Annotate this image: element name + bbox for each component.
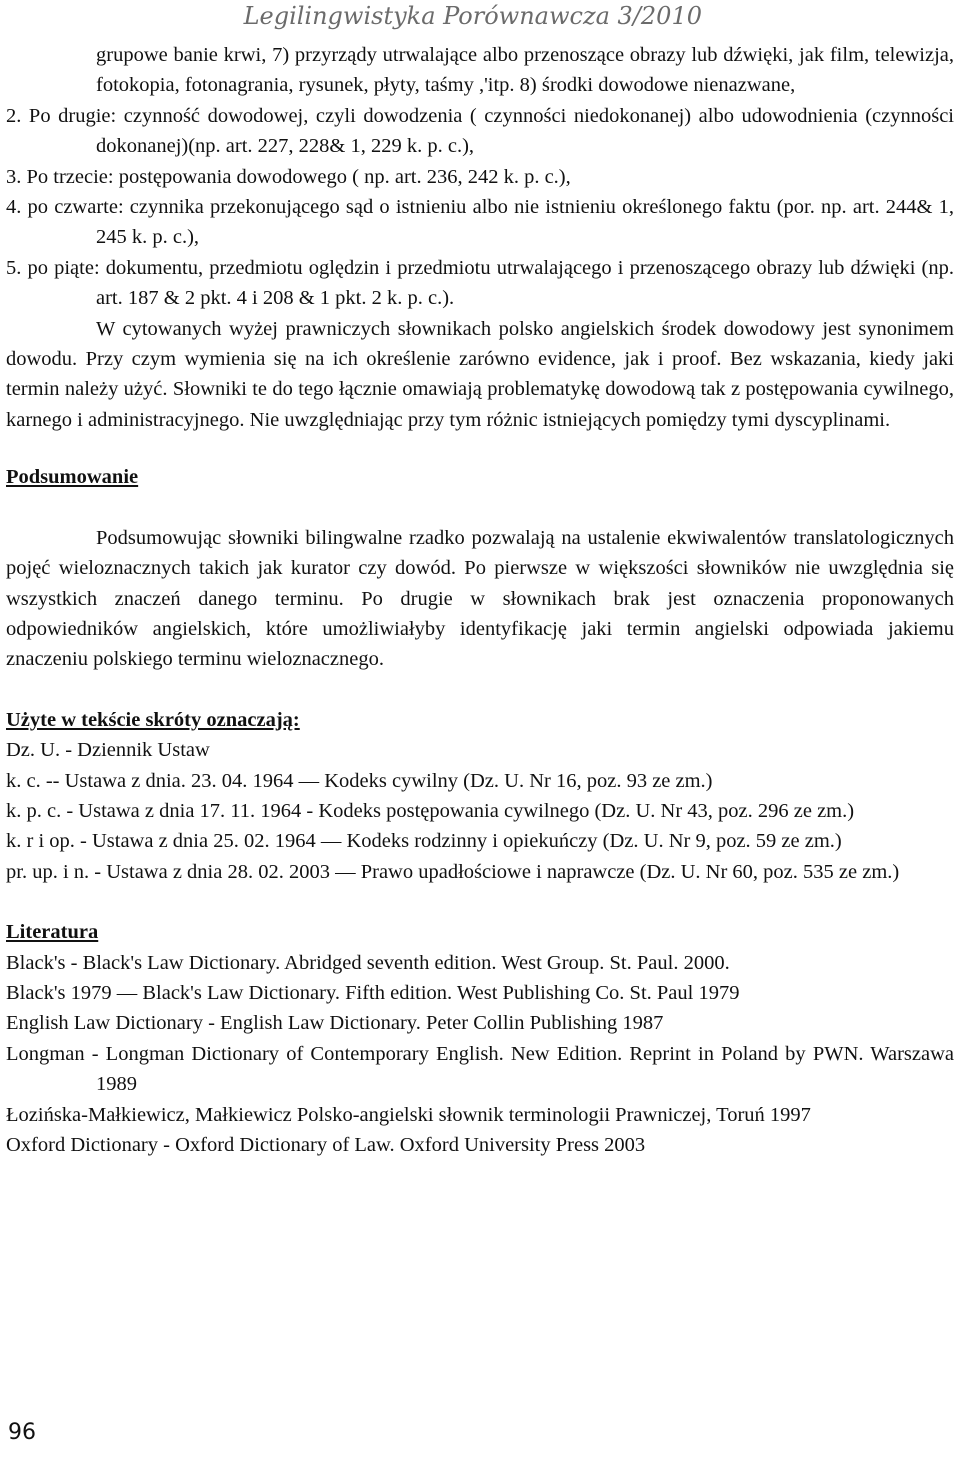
list-item-2: 2. Po drugie: czynność dowodowej, czyli dowodzenia ( czynności niedokonanej) albo udowodnienia (czynności dokonanej)(np. art. 227, 228& 1, 229 k. p. c.), [6,104,954,158]
literature-item: English Law Dictionary - English Law Dictionary. Peter Collin Publishing 1987 [6,1012,664,1035]
literature-item: Oxford Dictionary - Oxford Dictionary of Law. Oxford University Press 2003 [6,1134,646,1156]
abbreviation-item: k. p. c. - Ustawa z dnia 17. 11. 1964 - Kodeks postępowania cywilnego (Dz. U. Nr 43, poz. 296 ze zm.) [6,799,855,822]
literature-item: Longman - Longman Dictionary of Contemporary English. New Edition. Reprint in Poland by PWN. Warszawa 1989 [6,1042,954,1096]
literature-item: Black's - Black's Law Dictionary. Abridged seventh edition. West Group. St. Paul. 2000. [6,951,730,974]
list-item-3: 3. Po trzecie: postępowania dowodowego ( np. art. 236, 242 k. p. c.), [6,165,571,188]
list-item-4: 4. po czwarte: czynnika przekonującego sąd o istnieniu albo nie istnieniu określonego faktu (por. np. art. 244& 1, 245 k. p. c.), [6,196,954,249]
page-number: 96 [8,1420,36,1445]
running-header: Legilingwistyka Porównawcza 3/2010 [243,2,702,30]
list-item-5: 5. po piąte: dokumentu, przedmiotu oględzin i przedmiotu utrwalającego i przenoszącego obrazy lub dźwięki (np. art. 187 & 2 pkt. 4 i 208 & 1 pkt. 2 k. p. c.). [6,256,954,310]
page-body [6,40,954,1160]
abbreviations-list [6,735,954,887]
evidence-paragraph: W cytowanych wyżej prawniczych słownikach polsko angielskich środek dowodowy jest synonimem dowodu. Przy czym wymienia się na ich określenie zarówno evidence, jak i proof. Bez wskazania, kiedy jaki termin należy użyć. Słowniki te do tego łącznie omawiają problematykę dowodową tak z postępowania cywilnego, karnego i administracyjnego. Nie uwzględniając przy tym różnic istniejących pomiędzy tymi dyscyplinami. [6,317,954,431]
abbreviation-item: k. c. -- Ustawa z dnia. 23. 04. 1964 — Kodeks cywilny (Dz. U. Nr 16, poz. 93 ze zm.) [6,769,713,792]
summary-heading: Podsumowanie [6,466,139,489]
list-continuation: grupowe banie krwi, 7) przyrządy utrwalające albo przenoszące obrazy lub dźwięki, jak film, telewizja, fotokopia, fotonagrania, rysunek, płyty, taśmy ,'itp. 8) środki dowodowe nienazwane, [96,44,954,97]
literature-item: Łozińska-Małkiewicz, Małkiewicz Polsko-angielski słownik terminologii Prawniczej, Toruń 1997 [6,1103,811,1126]
summary-paragraph: Podsumowując słowniki bilingwalne rzadko pozwalają na ustalenie ekwiwalentów translatologicznych pojęć wieloznacznych takich jak kurator czy dowód. Po pierwsze w większości słowników nie uwzględnia się wszystkich znaczeń danego terminu. Po drugie w słownikach brak jest oznaczenia proponowanych odpowiedników angielskich, które umożliwiałyby identyfikację jaki termin angielski odpowiada jakiemu znaczeniu polskiego terminu wieloznacznego. [6,526,954,671]
literature-list [6,948,954,1161]
abbreviation-item: Dz. U. - Dziennik Ustaw [6,739,210,762]
literature-item: Black's 1979 — Black's Law Dictionary. Fifth edition. West Publishing Co. St. Paul 1979 [6,981,740,1004]
literature-heading: Literatura [6,921,99,944]
abbreviation-item: k. r i op. - Ustawa z dnia 25. 02. 1964 — Kodeks rodzinny i opiekuńczy (Dz. U. Nr 9, poz. 59 ze zm.) [6,830,842,853]
abbreviations-heading: Użyte w tekście skróty oznaczają: [6,708,300,731]
abbreviation-item: pr. up. i n. - Ustawa z dnia 28. 02. 2003 — Prawo upadłościowe i naprawcze (Dz. U. Nr 60, poz. 535 ze zm.) [6,860,900,883]
